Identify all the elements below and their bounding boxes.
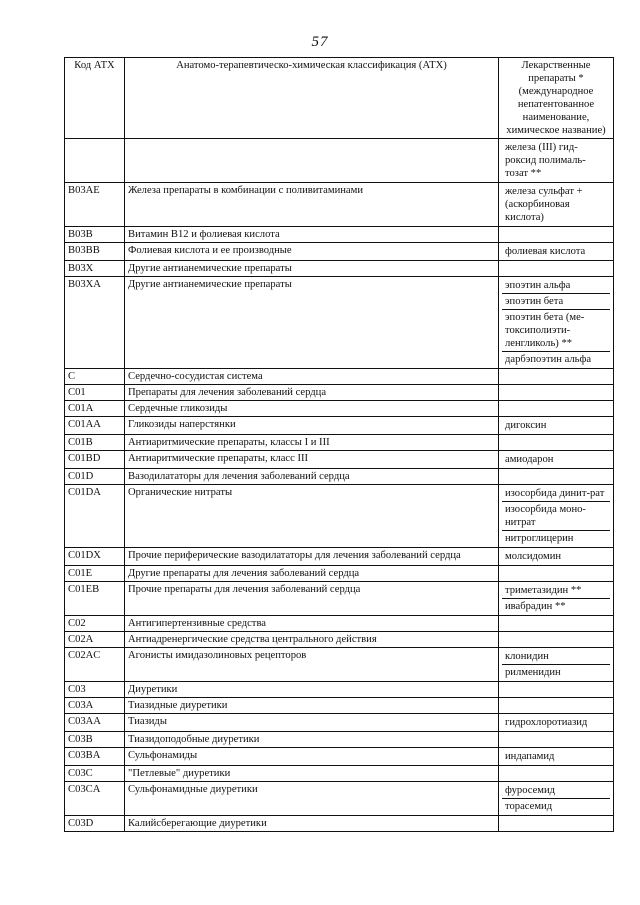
drug-cell xyxy=(499,682,614,698)
atx-classification: Фолиевая кислота и ее производные xyxy=(125,243,499,261)
drug-cell xyxy=(499,698,614,714)
atx-code: C01E xyxy=(65,566,125,582)
drug-cell xyxy=(499,277,614,369)
drug-cell xyxy=(499,485,614,548)
atx-code: C01AA xyxy=(65,417,125,435)
table-row xyxy=(65,648,614,682)
drug-name: триметазидин ** xyxy=(502,583,610,599)
drug-name: амиодарон xyxy=(505,454,554,465)
drug-name: молсидомин xyxy=(505,551,562,562)
atx-code: C01B xyxy=(65,435,125,451)
atx-code: B03B xyxy=(65,227,125,243)
atx-classification: Гликозиды наперстянки xyxy=(125,417,499,435)
atx-classification: Диуретики xyxy=(125,682,499,698)
drug-cell xyxy=(499,183,614,227)
atx-classification: Витамин B12 и фолиевая кислота xyxy=(125,227,499,243)
atx-code: C03A xyxy=(65,698,125,714)
drug-cell xyxy=(499,748,614,766)
drug-cell xyxy=(499,139,614,183)
atx-classification: Антиаритмические препараты, класс III xyxy=(125,451,499,469)
atx-code: C03D xyxy=(65,816,125,832)
drug-cell xyxy=(499,616,614,632)
drug-name: рилменидин xyxy=(505,667,561,678)
atx-classification: Препараты для лечения заболеваний сердца xyxy=(125,385,499,401)
atx-classification: Тиазидоподобные диуретики xyxy=(125,732,499,748)
atx-code: C01EB xyxy=(65,582,125,616)
drug-cell xyxy=(499,261,614,277)
table-row xyxy=(65,277,614,369)
table-row xyxy=(65,698,614,714)
table-row xyxy=(65,816,614,832)
atx-classification: Сульфонамидные диуретики xyxy=(125,782,499,816)
table-row xyxy=(65,227,614,243)
atx-classification: Сердечные гликозиды xyxy=(125,401,499,417)
table-row xyxy=(65,469,614,485)
drug-cell xyxy=(499,582,614,616)
atx-code: C01A xyxy=(65,401,125,417)
table-header-row xyxy=(65,58,614,139)
atx-code: C03BA xyxy=(65,748,125,766)
atx-code: C03AA xyxy=(65,714,125,732)
atx-code: C03 xyxy=(65,682,125,698)
table-row xyxy=(65,485,614,548)
atx-classification: Другие антианемические препараты xyxy=(125,277,499,369)
drug-cell xyxy=(499,451,614,469)
atx-table xyxy=(64,57,614,832)
drug-cell xyxy=(499,816,614,832)
table-row xyxy=(65,582,614,616)
atx-classification: Сердечно-сосудистая система xyxy=(125,369,499,385)
atx-classification: Вазодилататоры для лечения заболеваний сердца xyxy=(125,469,499,485)
drug-cell xyxy=(499,227,614,243)
table-row xyxy=(65,243,614,261)
atx-classification: Прочие препараты для лечения заболеваний сердца xyxy=(125,582,499,616)
atx-code: B03XA xyxy=(65,277,125,369)
atx-classification: Тиазиды xyxy=(125,714,499,732)
drug-name: железа (III) гид-роксид полималь-тозат ** xyxy=(505,142,586,179)
table-row xyxy=(65,732,614,748)
table-row xyxy=(65,401,614,417)
atx-classification: Калийсберегающие диуретики xyxy=(125,816,499,832)
table-row xyxy=(65,183,614,227)
drug-cell xyxy=(499,435,614,451)
atx-classification: Сульфонамиды xyxy=(125,748,499,766)
drug-name: эпоэтин бета (ме-токсиполиэти-ленгликоль) ** xyxy=(502,310,610,352)
table-row xyxy=(65,451,614,469)
atx-code: C02A xyxy=(65,632,125,648)
drug-name: эпоэтин бета xyxy=(502,294,610,310)
atx-classification: Железа препараты в комбинации с поливитаминами xyxy=(125,183,499,227)
atx-code: C02 xyxy=(65,616,125,632)
drug-cell xyxy=(499,714,614,732)
page-number: 57 xyxy=(311,34,329,50)
drug-name: гидрохлоротиазид xyxy=(505,717,588,728)
drug-cell xyxy=(499,732,614,748)
table-row xyxy=(65,616,614,632)
drug-cell xyxy=(499,401,614,417)
atx-code: C01DA xyxy=(65,485,125,548)
atx-code: C xyxy=(65,369,125,385)
drug-name: индапамид xyxy=(505,751,555,762)
drug-name: нитроглицерин xyxy=(505,533,574,544)
atx-classification: Тиазидные диуретики xyxy=(125,698,499,714)
atx-code: C01D xyxy=(65,469,125,485)
drug-name: железа сульфат + (аскорбиновая кислота) xyxy=(505,186,583,223)
drug-name: изосорбида моно-нитрат xyxy=(502,502,610,531)
atx-code: C02AC xyxy=(65,648,125,682)
table-row xyxy=(65,369,614,385)
atx-code: B03AE xyxy=(65,183,125,227)
table-row xyxy=(65,385,614,401)
table-row xyxy=(65,632,614,648)
atx-classification xyxy=(125,139,499,183)
drug-name: эпоэтин альфа xyxy=(502,278,610,294)
table-row xyxy=(65,417,614,435)
atx-classification: Антиаритмические препараты, классы I и III xyxy=(125,435,499,451)
table-row xyxy=(65,714,614,732)
drug-name: фуросемид xyxy=(502,783,610,799)
drug-name: дарбэпоэтин альфа xyxy=(505,354,592,365)
atx-classification: Антиадренергические средства центрального действия xyxy=(125,632,499,648)
drug-cell xyxy=(499,369,614,385)
table-row xyxy=(65,566,614,582)
header-classification: Анатомо-терапевтическо-химическая классификация (АТХ) xyxy=(125,58,499,139)
drug-name: фолиевая кислота xyxy=(505,246,586,257)
drug-name: дигоксин xyxy=(505,420,547,431)
table-row xyxy=(65,748,614,766)
drug-cell xyxy=(499,469,614,485)
table-row xyxy=(65,139,614,183)
drug-cell xyxy=(499,566,614,582)
table-row xyxy=(65,261,614,277)
drug-cell xyxy=(499,632,614,648)
drug-cell xyxy=(499,385,614,401)
atx-classification: "Петлевые" диуретики xyxy=(125,766,499,782)
atx-code: C03CA xyxy=(65,782,125,816)
drug-cell xyxy=(499,417,614,435)
table-row xyxy=(65,782,614,816)
atx-code: C01BD xyxy=(65,451,125,469)
atx-code: B03BB xyxy=(65,243,125,261)
atx-code xyxy=(65,139,125,183)
atx-code: C01DX xyxy=(65,548,125,566)
table-row xyxy=(65,766,614,782)
atx-code: C03C xyxy=(65,766,125,782)
atx-classification: Другие препараты для лечения заболеваний сердца xyxy=(125,566,499,582)
atx-classification: Агонисты имидазолиновых рецепторов xyxy=(125,648,499,682)
header-drugs: Лекарственные препараты * (международное непатентованное наименование, химическое название) xyxy=(499,58,614,139)
atx-code: B03X xyxy=(65,261,125,277)
drug-cell xyxy=(499,648,614,682)
drug-cell xyxy=(499,766,614,782)
atx-code: C03B xyxy=(65,732,125,748)
drug-name: клонидин xyxy=(502,649,610,665)
table-row xyxy=(65,682,614,698)
atx-classification: Другие антианемические препараты xyxy=(125,261,499,277)
drug-cell xyxy=(499,243,614,261)
atx-code: C01 xyxy=(65,385,125,401)
header-code: Код АТХ xyxy=(65,58,125,139)
drug-cell xyxy=(499,548,614,566)
atx-classification: Прочие периферические вазодилататоры для лечения заболеваний сердца xyxy=(125,548,499,566)
atx-classification: Антигипертензивные средства xyxy=(125,616,499,632)
table-body xyxy=(65,139,614,832)
drug-name: торасемид xyxy=(505,801,553,812)
atx-classification: Органические нитраты xyxy=(125,485,499,548)
table-row xyxy=(65,435,614,451)
drug-name: изосорбида динит-рат xyxy=(502,486,610,502)
drug-cell xyxy=(499,782,614,816)
table-row xyxy=(65,548,614,566)
drug-name: ивабрадин ** xyxy=(505,601,566,612)
